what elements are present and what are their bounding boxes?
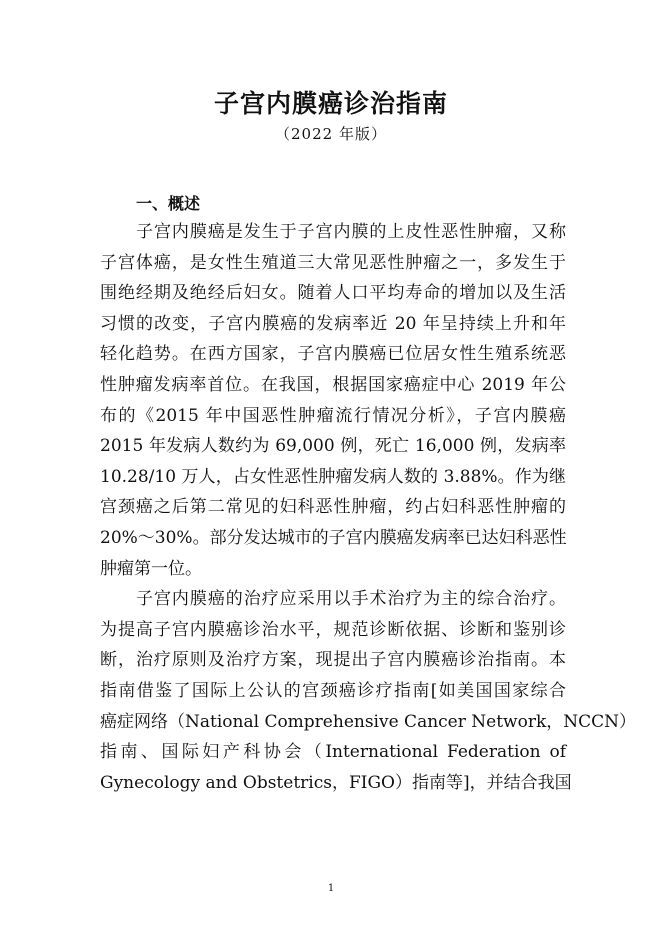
- paragraph-treatment: [100, 584, 637, 798]
- text-line: 子宫体癌，是女性生殖道三大常见恶性肿瘤之一，多发生于: [100, 252, 566, 273]
- text-line: 指南借鉴了国际上公认的宫颈癌诊疗指南[如美国国家综合: [100, 680, 566, 701]
- text-line: 子宫内膜癌是发生于子宫内膜的上皮性恶性肿瘤，又称: [136, 222, 566, 242]
- text-line: 指南、国际妇产科协会（International Federation of: [100, 742, 566, 763]
- text-line: 断，治疗原则及治疗方案，现提出子宫内膜癌诊治指南。本: [100, 650, 566, 671]
- page-number: 1: [327, 883, 335, 894]
- text-line: 为提高子宫内膜癌诊治水平，规范诊断依据、诊断和鉴别诊: [100, 619, 566, 640]
- document-title: 子宫内膜癌诊治指南: [213, 89, 448, 118]
- text-line: 癌症网络（National Comprehensive Cancer Network，NCCN）: [100, 711, 637, 732]
- text-line: 子宫内膜癌的治疗应采用以手术治疗为主的综合治疗。: [136, 589, 566, 610]
- text-line: 肿瘤第一位。: [100, 558, 202, 579]
- document-edition: （2022 年版）: [275, 125, 387, 143]
- text-line: Gynecology and Obstetrics，FIGO）指南等]，并结合我国: [100, 772, 572, 793]
- text-line: 2015 年发病人数约为 69,000 例，死亡 16,000 例，发病率: [100, 436, 566, 457]
- section-heading: 一、概述: [136, 194, 201, 213]
- body-text: [100, 217, 637, 798]
- text-line: 性肿瘤发病率首位。在我国，根据国家癌症中心 2019 年公: [100, 374, 566, 395]
- paragraph-overview: [100, 217, 566, 584]
- text-line: 布的《2015 年中国恶性肿瘤流行情况分析》，子宫内膜癌: [100, 405, 566, 426]
- text-line: 围绝经期及绝经后妇女。随着人口平均寿命的增加以及生活: [100, 283, 566, 304]
- text-line: 习惯的改变，子宫内膜癌的发病率近 20 年呈持续上升和年: [100, 313, 566, 334]
- text-line: 20%～30%。部分发达城市的子宫内膜癌发病率已达妇科恶性: [100, 527, 567, 548]
- text-line: 10.28/10 万人，占女性恶性肿瘤发病人数的 3.88%。作为继: [100, 466, 566, 487]
- text-line: 宫颈癌之后第二常见的妇科恶性肿瘤，约占妇科恶性肿瘤的: [100, 497, 566, 518]
- text-line: 轻化趋势。在西方国家，子宫内膜癌已位居女性生殖系统恶: [100, 344, 566, 365]
